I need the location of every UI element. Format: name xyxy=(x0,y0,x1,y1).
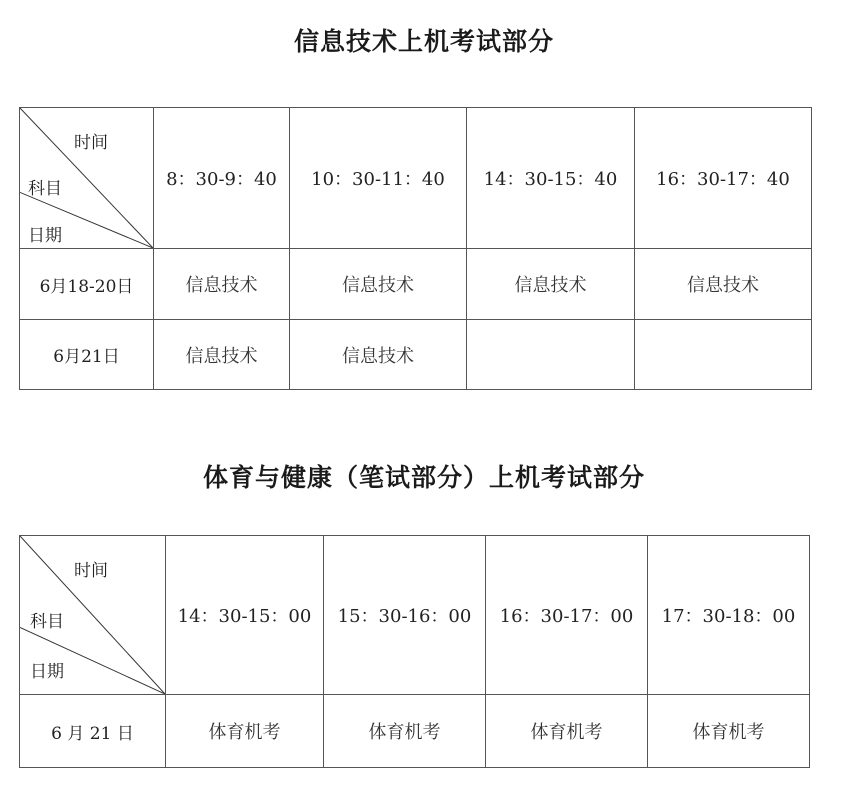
schedule-table-it xyxy=(19,107,812,390)
subject-cell xyxy=(467,320,635,390)
subject-cell: 体育机考 xyxy=(166,695,324,768)
time-slot-header: 10：30-11：40 xyxy=(290,108,467,249)
time-slot-header: 16：30-17：00 xyxy=(486,536,648,695)
date-cell: 6 月 21 日 xyxy=(20,695,166,768)
diagonal-header-cell xyxy=(20,536,166,695)
time-slot-header: 14：30-15：00 xyxy=(166,536,324,695)
table-row xyxy=(20,320,812,390)
header-label-date: 日期 xyxy=(30,662,64,682)
header-row xyxy=(20,108,812,249)
subject-cell: 信息技术 xyxy=(467,249,635,320)
subject-cell: 信息技术 xyxy=(154,320,290,390)
header-label-subject: 科目 xyxy=(28,179,62,199)
subject-cell xyxy=(635,320,812,390)
table-row xyxy=(20,249,812,320)
header-row xyxy=(20,536,810,695)
subject-cell: 信息技术 xyxy=(635,249,812,320)
header-label-date: 日期 xyxy=(28,226,62,246)
time-slot-header: 15：30-16：00 xyxy=(324,536,486,695)
table-row xyxy=(20,695,810,768)
date-cell: 6月18-20日 xyxy=(20,249,154,320)
subject-cell: 信息技术 xyxy=(290,320,467,390)
header-label-time: 时间 xyxy=(74,133,108,153)
time-slot-header: 8：30-9：40 xyxy=(154,108,290,249)
schedule-table-pe xyxy=(19,535,810,768)
table2-title: 体育与健康（笔试部分）上机考试部分 xyxy=(202,463,645,492)
table1-title: 信息技术上机考试部分 xyxy=(293,27,554,56)
header-label-subject: 科目 xyxy=(30,612,64,632)
header-label-time: 时间 xyxy=(74,561,108,581)
time-slot-header: 14：30-15：40 xyxy=(467,108,635,249)
diagonal-header-cell xyxy=(20,108,154,249)
subject-cell: 信息技术 xyxy=(154,249,290,320)
date-cell: 6月21日 xyxy=(20,320,154,390)
time-slot-header: 16：30-17：40 xyxy=(635,108,812,249)
time-slot-header: 17：30-18：00 xyxy=(648,536,810,695)
subject-cell: 体育机考 xyxy=(324,695,486,768)
subject-cell: 信息技术 xyxy=(290,249,467,320)
subject-cell: 体育机考 xyxy=(486,695,648,768)
subject-cell: 体育机考 xyxy=(648,695,810,768)
